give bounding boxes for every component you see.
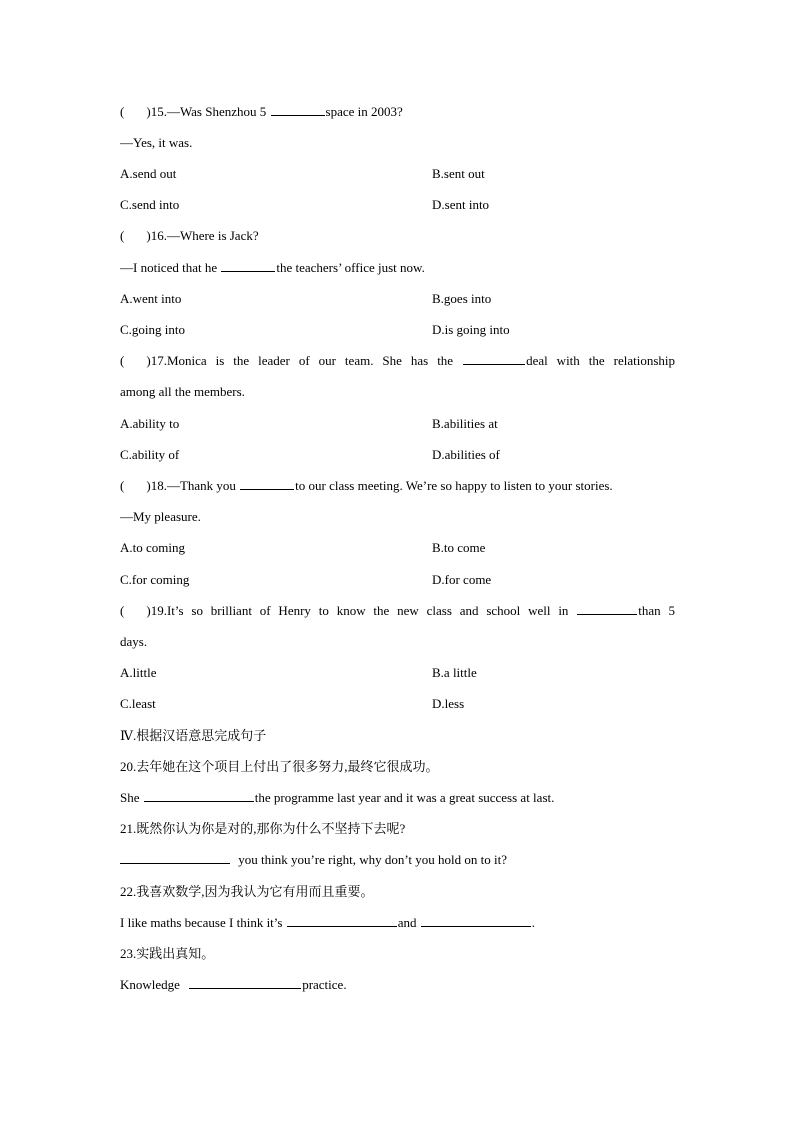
q16-option-a[interactable]: A.went into: [120, 291, 182, 306]
answer-blank[interactable]: [144, 788, 254, 802]
q18-option-a[interactable]: A.to coming: [120, 540, 185, 555]
q18-option-c[interactable]: C.for coming: [120, 572, 190, 587]
answer-blank[interactable]: [577, 601, 637, 615]
q21-english: you think you’re right, why don’t you hold on to it?: [120, 850, 507, 870]
answer-blank[interactable]: [189, 975, 301, 989]
q22-english: I like maths because I think it’s and .: [120, 915, 535, 930]
q20-english: She the programme last year and it was a great success at last.: [120, 790, 555, 805]
q15-option-c[interactable]: C.send into: [120, 197, 180, 212]
answer-paren-close: ): [146, 603, 151, 618]
q22-chinese: 22.我喜欢数学,因为我认为它有用而且重要。: [120, 884, 374, 899]
answer-blank[interactable]: [221, 258, 275, 272]
q18-option-b[interactable]: B.to come: [432, 540, 486, 555]
answer-paren-close: ): [146, 104, 151, 119]
answer-paren-open: (: [120, 104, 125, 119]
answer-paren-close: ): [146, 478, 151, 493]
q16-stem: ( )16.—Where is Jack?: [120, 228, 259, 243]
q16-option-b[interactable]: B.goes into: [432, 291, 492, 306]
q23-chinese: 23.实践出真知。: [120, 946, 215, 961]
q18-reply: —My pleasure.: [120, 509, 201, 524]
q16-option-d[interactable]: D.is going into: [432, 322, 510, 337]
q19-option-c[interactable]: C.least: [120, 696, 156, 711]
q15-option-b[interactable]: B.sent out: [432, 166, 485, 181]
q19-stem: ( )19.It’s so brilliant of Henry to know the new class and school well in than 5: [120, 603, 675, 618]
answer-paren-open: (: [120, 478, 125, 493]
answer-paren-close: ): [146, 228, 151, 243]
answer-blank[interactable]: [240, 476, 294, 490]
answer-blank[interactable]: [287, 913, 397, 927]
q19-option-b[interactable]: B.a little: [432, 665, 477, 680]
q17-stem: ( )17.Monica is the leader of our team. She has the deal with the relationship: [120, 353, 675, 368]
q16-reply: —I noticed that he the teachers’ office just now.: [120, 260, 425, 275]
q17-option-a[interactable]: A.ability to: [120, 416, 180, 431]
q17-option-c[interactable]: C.ability of: [120, 447, 180, 462]
answer-paren-open: (: [120, 228, 125, 243]
answer-blank[interactable]: [271, 102, 325, 116]
section-heading: Ⅳ.根据汉语意思完成句子: [120, 728, 267, 743]
q23-english: Knowledge practice.: [120, 977, 347, 992]
answer-blank[interactable]: [463, 351, 525, 365]
q17-stem-cont: among all the members.: [120, 384, 245, 399]
answer-paren-open: (: [120, 603, 125, 618]
answer-blank[interactable]: [421, 913, 531, 927]
q17-option-d[interactable]: D.abilities of: [432, 447, 500, 462]
q18-option-d[interactable]: D.for come: [432, 572, 492, 587]
q15-option-d[interactable]: D.sent into: [432, 197, 490, 212]
q15-option-a[interactable]: A.send out: [120, 166, 177, 181]
q18-stem: ( )18.—Thank you to our class meeting. We’re so happy to listen to your stories.: [120, 478, 613, 493]
answer-paren-open: (: [120, 353, 125, 368]
q19-stem-cont: days.: [120, 634, 148, 649]
q15-stem: ( )15.—Was Shenzhou 5 space in 2003?: [120, 104, 403, 119]
answer-paren-close: ): [146, 353, 151, 368]
q21-chinese: 21.既然你认为你是对的,那你为什么不坚持下去呢?: [120, 821, 406, 836]
q19-option-a[interactable]: A.little: [120, 665, 157, 680]
answer-blank[interactable]: [120, 850, 230, 864]
q16-option-c[interactable]: C.going into: [120, 322, 186, 337]
q19-option-d[interactable]: D.less: [432, 696, 465, 711]
q17-option-b[interactable]: B.abilities at: [432, 416, 498, 431]
q20-chinese: 20.去年她在这个项目上付出了很多努力,最终它很成功。: [120, 759, 439, 774]
q15-reply: —Yes, it was.: [120, 135, 193, 150]
